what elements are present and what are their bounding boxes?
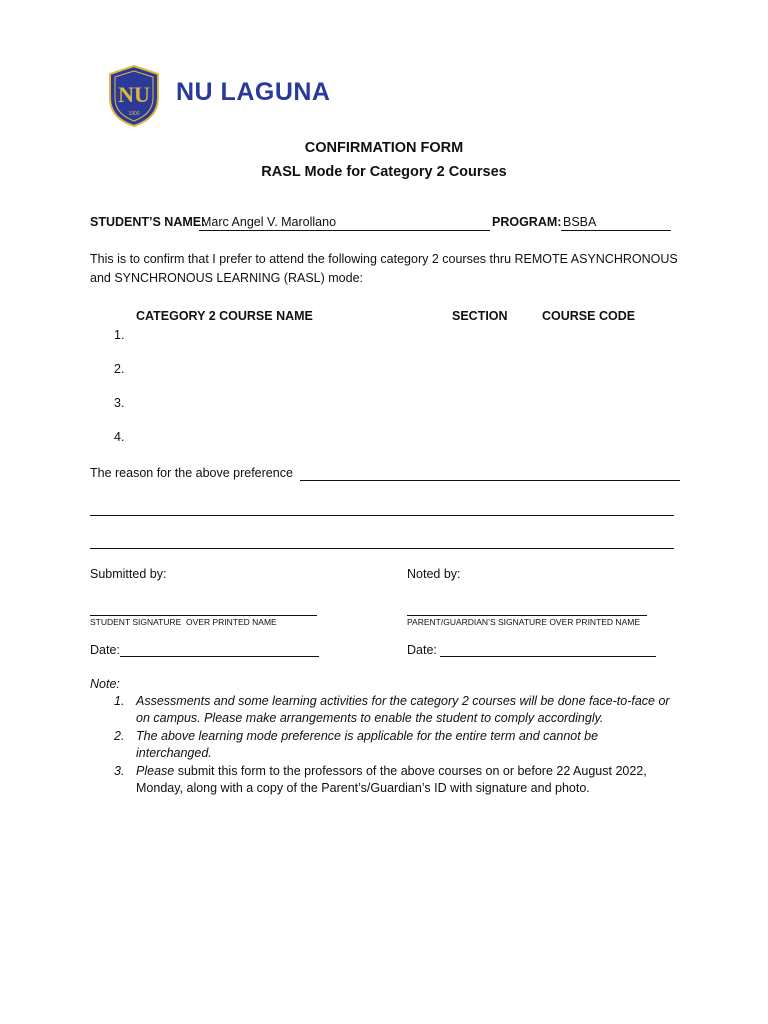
logo — [106, 64, 162, 128]
note-text-rest: submit this form to the professors of the above courses on or before 22 August 2022, — [174, 764, 647, 778]
reason-line-2 — [90, 515, 674, 516]
course-row: 2. — [114, 362, 125, 376]
submitted-by-label: Submitted by: — [90, 567, 167, 581]
date-line-left — [120, 656, 319, 657]
reason-label: The reason for the above preference — [90, 466, 293, 480]
brand-name: NU LAGUNA — [176, 78, 331, 106]
note-item-number: 2. — [114, 729, 125, 743]
note-item-text — [136, 764, 647, 778]
parent-signature-line — [407, 615, 647, 616]
program-line — [561, 230, 671, 231]
student-name-label: STUDENT’S NAME: — [90, 215, 206, 229]
course-code-header: COURSE CODE — [542, 309, 636, 323]
note-item-number: 1. — [114, 694, 125, 708]
note-heading: Note: — [90, 677, 120, 691]
intro-line-1: This is to confirm that I prefer to attend the following category 2 courses thru REMOTE ASYNCHRONOUS — [90, 252, 678, 266]
date-label-right: Date: — [407, 643, 437, 657]
student-name-line — [199, 230, 490, 231]
note-item-number: 3. — [114, 764, 125, 778]
date-line-right — [440, 656, 656, 657]
note-item-text: on campus. Please make arrangements to enable the student to comply accordingly. — [136, 711, 604, 725]
intro-line-2: and SYNCHRONOUS LEARNING (RASL) mode: — [90, 271, 363, 285]
svg-text:NU: NU — [118, 82, 150, 107]
parent-signature-caption: PARENT/GUARDIAN’S SIGNATURE OVER PRINTED NAME — [407, 617, 640, 627]
form-title: CONFIRMATION FORM — [304, 140, 464, 156]
note-emphasis: Please — [136, 764, 175, 778]
reason-line-1 — [300, 480, 680, 481]
course-row: 3. — [114, 396, 125, 410]
date-label-left: Date: — [90, 643, 120, 657]
form-subtitle: RASL Mode for Category 2 Courses — [261, 164, 507, 180]
student-signature-line — [90, 615, 317, 616]
student-name-value: Marc Angel V. Marollano — [201, 215, 337, 229]
section-header: SECTION — [452, 309, 508, 323]
course-row: 1. — [114, 328, 125, 342]
noted-by-label: Noted by: — [407, 567, 461, 581]
note-item-text: Assessments and some learning activities for the category 2 courses will be done face-to-face or — [136, 694, 670, 708]
student-signature-caption: STUDENT SIGNATURE OVER PRINTED NAME — [90, 617, 277, 627]
course-row: 4. — [114, 430, 125, 444]
reason-line-3 — [90, 548, 674, 549]
note-item-text: interchanged. — [136, 746, 212, 760]
program-value: BSBA — [563, 215, 597, 229]
course-name-header: CATEGORY 2 COURSE NAME — [136, 309, 313, 323]
seal-year: 1900 — [128, 111, 140, 117]
program-label: PROGRAM: — [492, 215, 562, 229]
university-seal-icon — [106, 64, 162, 128]
note-item-text: The above learning mode preference is applicable for the entire term and cannot be — [136, 729, 599, 743]
note-item-text: Monday, along with a copy of the Parent’s/Guardian’s ID with signature and photo. — [136, 781, 590, 795]
